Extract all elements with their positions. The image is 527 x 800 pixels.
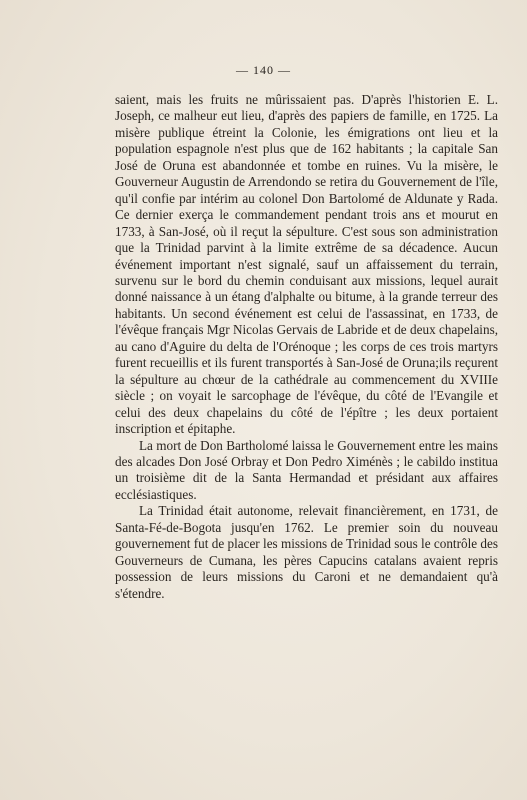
paragraph-1: saient, mais les fruits ne mûrissaient pas. D'après l'historien E. L. Joseph, ce malheur eut lieu, d'après des papiers de famille, en 1725. La misère publique étreint la Colonie, les émigrations ont lieu et la population espagnole n'est plus que de 162 habitants ; la capitale San José de Oruna est abandonnée et tombe en ruines. Vu la misère, le Gouverneur Augustin de Arrendondo se retira du Gouvernement de l'île, qu'il confie par intérim au colonel Don Bartolomé de Aldunate y Rada. Ce dernier exerça le commandement pendant trois ans et mourut en 1733, à San-José, où il reçut la sépulture. C'est sous son administration que la Trinidad parvint à la limite extrême de sa décadence. Aucun événement important n'est signalé, sauf un affaissement du terrain, survenu sur le bord du chemin conduisant aux missions, lequel aurait donné naissance à un étang d'alphalte ou bitume, à la grande terreur des habitants. Un second événement est celui de l'assassinat, en 1733, de l'évêque français Mgr Nicolas Gervais de Labride et de deux chapelains, au cano d'Aguire du delta de l'Orénoque ; les corps de ces trois martyrs furent recueillis et ils furent transportés à San-José de Oruna;ils reçurent la sépulture au chœur de la cathédrale au commencement du XVIIIe siècle ; on voyait le sarcophage de l'évêque, du côté de l'Evangile et celui des deux chapelains du côté de l'épître ; les deux portaient inscription et épitaphe. [115, 92, 498, 437]
paragraph-3: La Trinidad était autonome, relevait financièrement, en 1731, de Santa-Fé-de-Bogota jusqu'en 1762. Le premier soin du nouveau gouvernement fut de placer les missions de Trinidad sous le contrôle des Gouverneurs de Cumana, les pères Capucins catalans avaient repris possession de leurs missions du Caroni et ne demandaient qu'à s'étendre. [115, 503, 498, 601]
body-text [115, 92, 498, 602]
page-number: — 140 — [236, 63, 291, 77]
paragraph-2: La mort de Don Bartholomé laissa le Gouvernement entre les mains des alcades Don José Orbray et Don Pedro Ximénès ; le cabildo institua un troisième dit de la Santa Hermandad et présidant aux affaires ecclésiastiques. [115, 437, 498, 502]
